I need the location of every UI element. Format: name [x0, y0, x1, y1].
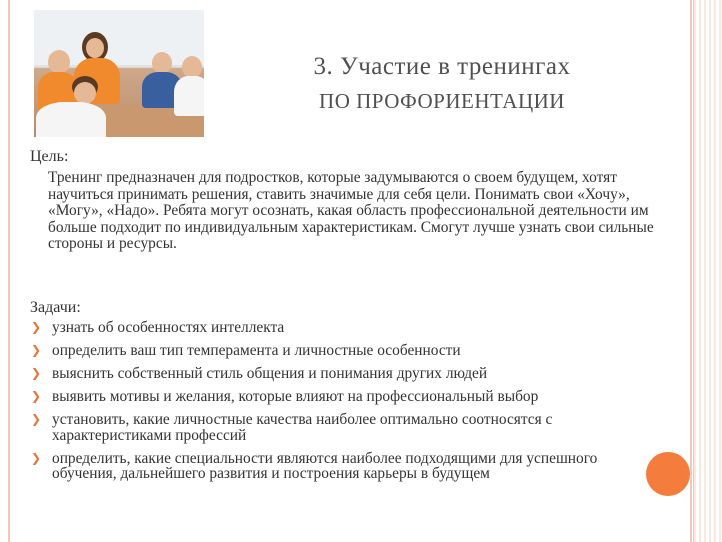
task-text: определить, какие специальности являются наиболее подходящими для успешного обучения, дальнейшего развития и построения карьеры в будущем	[52, 449, 598, 482]
photo-person	[174, 76, 204, 116]
chevron-bullet-icon: ❯	[31, 412, 42, 426]
chevron-bullet-icon: ❯	[31, 343, 42, 357]
decorative-circle	[646, 452, 690, 496]
tasks-list	[30, 320, 660, 489]
task-text: выявить мотивы и желания, которые влияют на профессиональный выбор	[52, 388, 539, 405]
slide-title	[222, 50, 662, 118]
training-photo	[34, 10, 204, 137]
photo-person	[48, 50, 70, 74]
tasks-label: Задачи:	[30, 299, 81, 316]
list-item	[30, 343, 660, 359]
list-item	[30, 451, 660, 482]
goal-label: Цель:	[30, 148, 69, 165]
photo-person	[86, 38, 104, 58]
decorative-stripe	[693, 0, 722, 542]
list-item	[30, 412, 660, 443]
photo-person	[74, 82, 96, 104]
chevron-bullet-icon: ❯	[31, 450, 42, 465]
goal-text: Тренинг предназначен для подростков, которые задумываются о своем будущем, хотят научиться принимать решения, ставить значимые для себя цели. Понимать свои «Хочу», «Могу», «Надо». Ребята могут осознать, какая область профессиональной деятельности им больше подходит по индивидуальным характеристикам. Смогут лучше узнать свои сильные стороны и ресурсы.	[48, 169, 654, 252]
title-line-2: ПО ПРОФОРИЕНТАЦИИ	[319, 89, 565, 113]
list-item	[30, 389, 660, 405]
title-line-1: 3. Участие в тренингах	[313, 53, 571, 80]
list-item	[30, 320, 660, 336]
photo-person	[182, 56, 202, 78]
task-text: выяснить собственный стиль общения и понимания других людей	[52, 365, 488, 382]
chevron-bullet-icon: ❯	[31, 366, 42, 380]
photo-person	[36, 102, 106, 137]
task-text: узнать об особенностях интеллекта	[52, 319, 285, 336]
chevron-bullet-icon: ❯	[31, 389, 42, 403]
photo-person	[152, 52, 172, 74]
task-text: определить ваш тип темперамента и личностные особенности	[52, 342, 461, 359]
task-text: установить, какие личностные качества наиболее оптимально соотносятся с характеристиками профессий	[52, 411, 553, 444]
chevron-bullet-icon: ❯	[31, 320, 42, 334]
list-item	[30, 366, 660, 382]
